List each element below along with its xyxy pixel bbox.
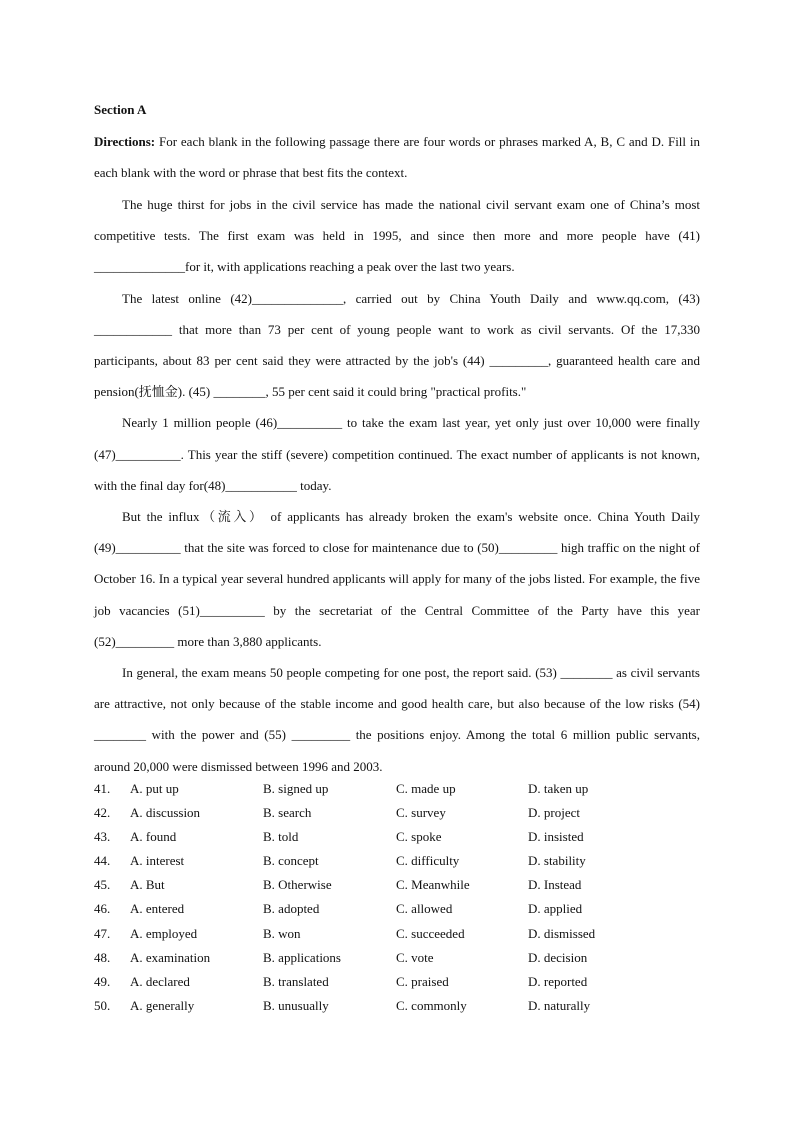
- option-d: D. dismissed: [528, 925, 596, 941]
- option-b: B. search: [263, 805, 312, 821]
- directions-text: For each blank in the following passage there are four words or phrases marked A, B, C and D. Fill in each blank with the word or phrase that best fits the context.: [94, 134, 700, 181]
- option-b: B. unusually: [263, 997, 329, 1013]
- option-c: C. difficulty: [396, 853, 460, 869]
- option-a: A. found: [130, 829, 177, 845]
- directions-label: Directions:: [94, 134, 156, 149]
- question-number: 49.: [94, 973, 111, 989]
- question-number: 47.: [94, 925, 111, 941]
- option-row: [94, 898, 700, 922]
- option-b: B. won: [263, 925, 301, 941]
- option-d: D. taken up: [528, 781, 589, 796]
- option-row: [94, 850, 700, 874]
- option-row: [94, 874, 700, 898]
- option-row: [94, 971, 700, 995]
- option-d: D. reported: [528, 973, 588, 989]
- option-b: B. Otherwise: [263, 877, 332, 893]
- option-row: [94, 995, 700, 1019]
- option-row: [94, 802, 700, 826]
- option-a: A. put up: [130, 781, 179, 796]
- question-number: 43.: [94, 829, 111, 845]
- question-number: 50.: [94, 997, 111, 1013]
- option-b: B. adopted: [263, 901, 320, 917]
- passage-paragraph: In general, the exam means 50 people competing for one post, the report said. (53) ________ as civil servants are attractive, not only because of the stable income and good health care, but also because of the low risks (54) ________ with the power and (55) _________ the positions enjoy. Among the total 6 million public servants, around 20,000 were dismissed between 1996 and 2003.: [94, 665, 700, 774]
- option-d: D. stability: [528, 853, 586, 869]
- question-number: 44.: [94, 853, 111, 869]
- passage-paragraph: The latest online (42)______________, carried out by China Youth Daily and www.qq.com, (43) ____________ that more than 73 per cent of young people want to work as civil servants. Of the 17,330 participants, about 83 per cent said they were attracted by the job's (44) _________, guaranteed health care and pension(抚恤金). (45) ________, 55 per cent said it could bring "practical profits.": [94, 290, 700, 400]
- answer-options: [94, 778, 700, 1019]
- option-c: C. made up: [396, 781, 456, 796]
- option-c: C. succeeded: [396, 925, 465, 941]
- option-d: D. project: [528, 805, 580, 821]
- option-row: [94, 778, 700, 802]
- option-b: B. translated: [263, 973, 329, 989]
- passage-paragraph: Nearly 1 million people (46)__________ to take the exam last year, yet only just over 10,000 were finally (47)__________. This year the stiff (severe) competition continued. The exact number of applicants is not known, with the final day for(48)___________ today.: [94, 415, 700, 493]
- question-number: 46.: [94, 901, 111, 917]
- option-row: [94, 826, 700, 850]
- passage: [94, 189, 700, 782]
- option-a: A. generally: [130, 997, 195, 1013]
- option-d: D. naturally: [528, 997, 591, 1013]
- option-d: D. Instead: [528, 877, 582, 893]
- question-number: 45.: [94, 877, 111, 893]
- option-c: C. praised: [396, 973, 449, 989]
- option-c: C. survey: [396, 805, 446, 821]
- option-a: A. discussion: [130, 805, 201, 821]
- passage-paragraph: But the influx（流入） of applicants has already broken the exam's website once. China Youth Daily (49)__________ that the site was forced to close for maintenance due to (50)_________ high traffic on the night of October 16. In a typical year several hundred applicants will apply for many of the jobs listed. For example, the five job vacancies (51)__________ by the secretariat of the Central Committee of the Party have this year (52)_________ more than 3,880 applicants.: [94, 509, 700, 649]
- option-d: D. decision: [528, 949, 588, 965]
- option-a: A. But: [130, 877, 165, 893]
- option-b: B. applications: [263, 949, 341, 965]
- question-number: 48.: [94, 949, 111, 965]
- option-c: C. spoke: [396, 829, 442, 845]
- question-number: 42.: [94, 805, 111, 821]
- option-b: B. told: [263, 829, 299, 845]
- question-number: 41.: [94, 781, 111, 796]
- option-c: C. allowed: [396, 901, 453, 917]
- option-d: D. applied: [528, 901, 583, 917]
- option-a: A. entered: [130, 901, 185, 917]
- option-c: C. vote: [396, 949, 434, 965]
- option-a: A. declared: [130, 973, 190, 989]
- section-title: Section A: [94, 102, 147, 117]
- option-row: [94, 923, 700, 947]
- option-a: A. employed: [130, 925, 198, 941]
- option-b: B. concept: [263, 853, 319, 869]
- option-a: A. interest: [130, 853, 185, 869]
- passage-paragraph: The huge thirst for jobs in the civil service has made the national civil servant exam one of China’s most competitive tests. The first exam was held in 1995, and since then more and more people have (41) ______________for it, with applications reaching a peak over the last two years.: [94, 197, 700, 275]
- directions-paragraph: [94, 126, 700, 188]
- option-b: B. signed up: [263, 781, 329, 796]
- option-d: D. insisted: [528, 829, 584, 845]
- option-c: C. commonly: [396, 997, 467, 1013]
- option-row: [94, 947, 700, 971]
- option-c: C. Meanwhile: [396, 877, 470, 893]
- option-a: A. examination: [130, 949, 211, 965]
